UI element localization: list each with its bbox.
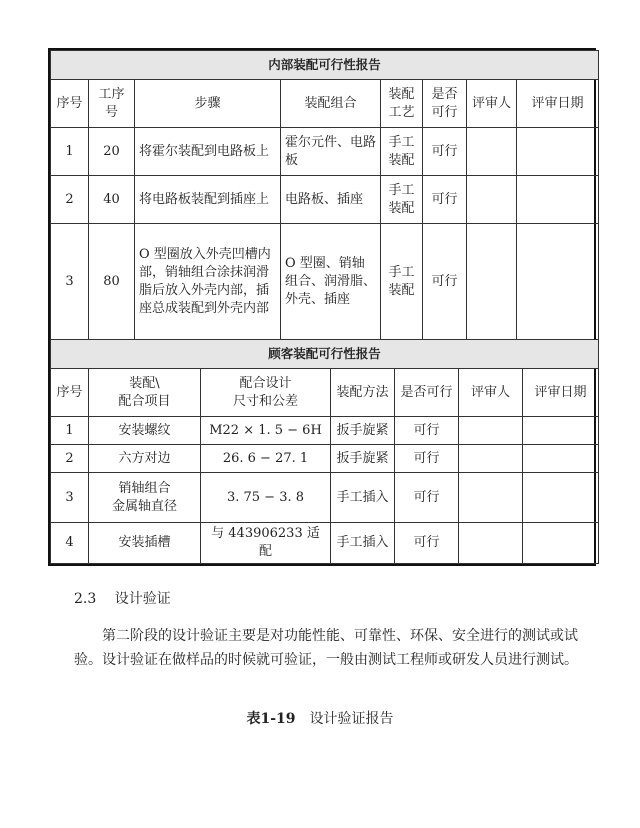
cell-method: 扳手旋紧 xyxy=(331,417,395,445)
cell-item: 安装螺纹 xyxy=(89,417,201,445)
table-row xyxy=(51,176,599,224)
cell-combo: 霍尔元件、电路板 xyxy=(281,128,381,176)
table-row xyxy=(51,523,599,564)
header-feasible: 是否可行 xyxy=(395,369,459,417)
header-craft: 装配工艺 xyxy=(381,80,423,128)
cell-step: O 型圈放入外壳凹槽内部，销轴组合涂抹润滑脂后放入外壳内部，插座总成装配到外壳内部 xyxy=(135,224,281,340)
cell-date xyxy=(523,523,599,564)
cell-item-line1: 销轴组合 xyxy=(118,480,171,496)
cell-feasible: 可行 xyxy=(395,523,459,564)
table-row xyxy=(51,224,599,340)
header-design xyxy=(201,369,331,417)
table-title-row xyxy=(51,340,599,369)
cell-item: 六方对边 xyxy=(89,445,201,473)
table-row xyxy=(51,445,599,473)
cell-seq: 1 xyxy=(51,128,89,176)
header-item-line1: 装配\ xyxy=(129,375,160,391)
customer-assembly-table xyxy=(50,339,599,564)
cell-proc: 40 xyxy=(89,176,135,224)
cell-design: 3. 75 − 3. 8 xyxy=(201,473,331,523)
cell-craft: 手工装配 xyxy=(381,128,423,176)
cell-seq: 4 xyxy=(51,523,89,564)
cell-seq: 2 xyxy=(51,445,89,473)
cell-combo: O 型圈、销轴组合、润滑脂、外壳、插座 xyxy=(281,224,381,340)
header-method: 装配方法 xyxy=(331,369,395,417)
cell-date xyxy=(517,128,599,176)
header-reviewer: 评审人 xyxy=(467,80,517,128)
cell-method: 手工插入 xyxy=(331,523,395,564)
cell-item-line2: 金属轴直径 xyxy=(111,498,177,514)
cell-seq: 1 xyxy=(51,417,89,445)
header-design-line2: 尺寸和公差 xyxy=(232,393,298,409)
table-row xyxy=(51,128,599,176)
cell-item: 安装插槽 xyxy=(89,523,201,564)
cell-reviewer xyxy=(459,473,523,523)
header-step: 步骤 xyxy=(135,80,281,128)
cell-date xyxy=(517,224,599,340)
header-date: 评审日期 xyxy=(523,369,599,417)
table-caption xyxy=(0,708,640,728)
cell-craft: 手工装配 xyxy=(381,224,423,340)
cell-feasible: 可行 xyxy=(395,445,459,473)
cell-design: 26. 6 − 27. 1 xyxy=(201,445,331,473)
header-combo: 装配组合 xyxy=(281,80,381,128)
section-title: 设计验证 xyxy=(114,591,171,607)
cell-date xyxy=(523,417,599,445)
cell-proc: 20 xyxy=(89,128,135,176)
header-feasible: 是否可行 xyxy=(423,80,467,128)
internal-assembly-table xyxy=(50,50,599,340)
table1-title: 内部装配可行性报告 xyxy=(51,51,599,80)
section-number: 2.3 xyxy=(74,591,97,607)
cell-combo: 电路板、插座 xyxy=(281,176,381,224)
header-item xyxy=(89,369,201,417)
cell-reviewer xyxy=(459,417,523,445)
cell-feasible: 可行 xyxy=(395,473,459,523)
table-header-row xyxy=(51,369,599,417)
cell-date xyxy=(523,473,599,523)
cell-design: M22 × 1. 5 − 6H xyxy=(201,417,331,445)
cell-item xyxy=(89,473,201,523)
cell-reviewer xyxy=(459,523,523,564)
header-date: 评审日期 xyxy=(517,80,599,128)
cell-design: 与 443906233 适配 xyxy=(201,523,331,564)
header-reviewer: 评审人 xyxy=(459,369,523,417)
header-proc: 工序号 xyxy=(89,80,135,128)
cell-date xyxy=(523,445,599,473)
feasibility-table xyxy=(48,48,596,566)
table-row xyxy=(51,417,599,445)
cell-method: 扳手旋紧 xyxy=(331,445,395,473)
header-design-line1: 配合设计 xyxy=(239,375,292,391)
cell-date xyxy=(517,176,599,224)
header-seq: 序号 xyxy=(51,369,89,417)
table-header-row xyxy=(51,80,599,128)
cell-proc: 80 xyxy=(89,224,135,340)
table-row xyxy=(51,473,599,523)
cell-method: 手工插入 xyxy=(331,473,395,523)
cell-feasible: 可行 xyxy=(395,417,459,445)
cell-step: 将电路板装配到插座上 xyxy=(135,176,281,224)
cell-seq: 2 xyxy=(51,176,89,224)
cell-seq: 3 xyxy=(51,473,89,523)
cell-reviewer xyxy=(459,445,523,473)
cell-reviewer xyxy=(467,176,517,224)
cell-feasible: 可行 xyxy=(423,224,467,340)
cell-seq: 3 xyxy=(51,224,89,340)
caption-text: 设计验证报告 xyxy=(309,711,394,727)
header-item-line2: 配合项目 xyxy=(118,393,171,409)
cell-feasible: 可行 xyxy=(423,176,467,224)
cell-reviewer xyxy=(467,224,517,340)
table-title-row xyxy=(51,51,599,80)
cell-feasible: 可行 xyxy=(423,128,467,176)
caption-label: 表1-19 xyxy=(246,711,296,727)
body-paragraph: 第二阶段的设计验证主要是对功能性能、可靠性、环保、安全进行的测试或试验。设计验证在做样品的时候就可验证，一般由测试工程师或研发人员进行测试。 xyxy=(74,628,578,668)
cell-craft: 手工装配 xyxy=(381,176,423,224)
cell-step: 将霍尔装配到电路板上 xyxy=(135,128,281,176)
cell-reviewer xyxy=(467,128,517,176)
header-seq: 序号 xyxy=(51,80,89,128)
table2-title: 顾客装配可行性报告 xyxy=(51,340,599,369)
section-heading xyxy=(74,588,171,608)
